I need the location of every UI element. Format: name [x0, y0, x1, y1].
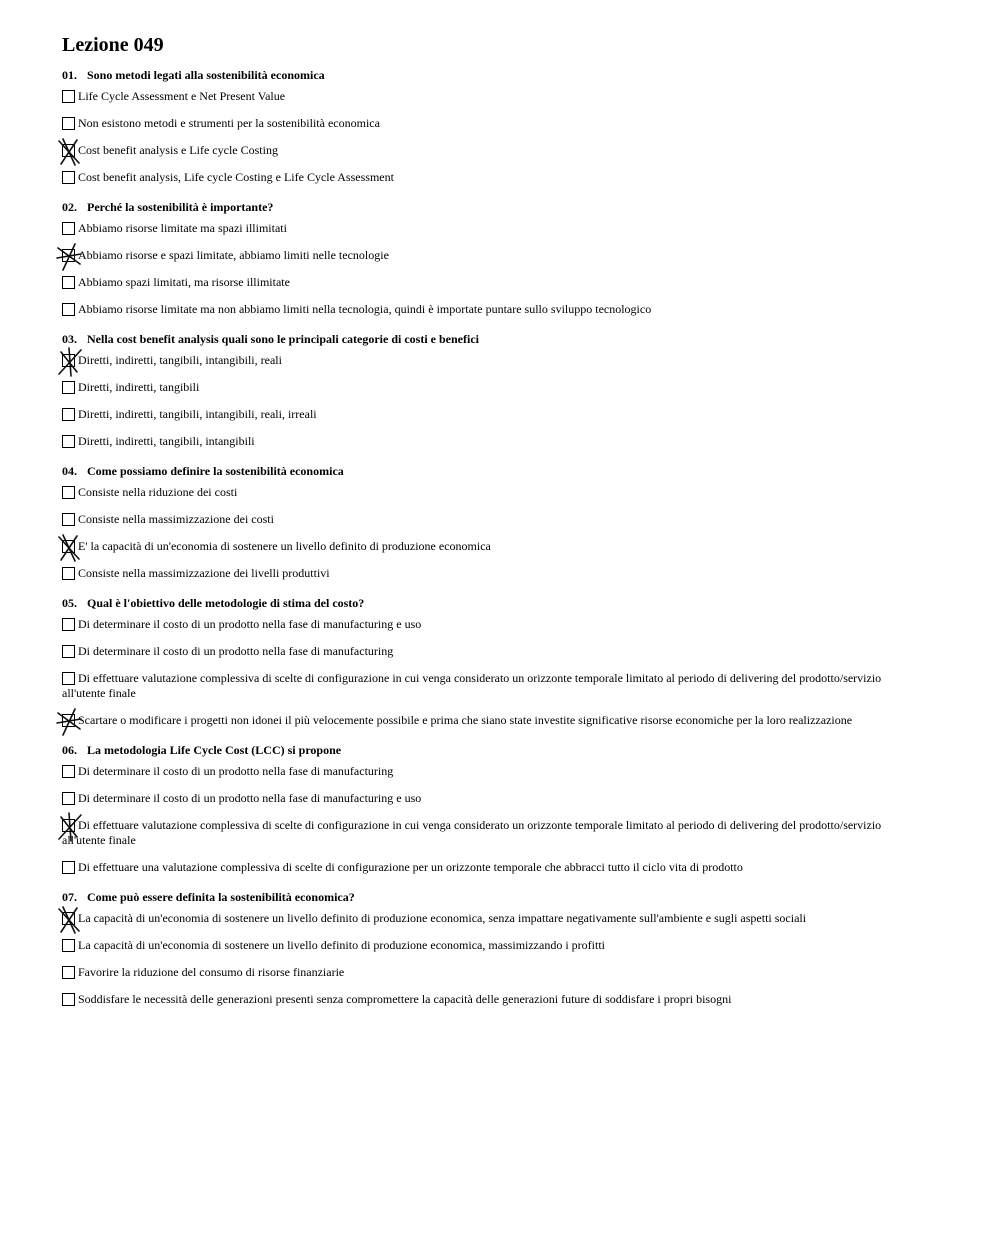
question-block	[62, 595, 922, 728]
checkbox[interactable]	[62, 90, 75, 103]
answer-text: Abbiamo risorse limitate ma spazi illimitati	[78, 221, 287, 235]
answer-option[interactable]	[62, 353, 922, 368]
answer-text: Cost benefit analysis, Life cycle Costing e Life Cycle Assessment	[78, 170, 394, 184]
answer-option[interactable]	[62, 938, 922, 953]
answer-option[interactable]	[62, 275, 922, 290]
answer-option[interactable]	[62, 407, 922, 422]
question-number: 04.	[62, 464, 77, 478]
question-block	[62, 67, 922, 185]
answer-text: Di determinare il costo di un prodotto nella fase di manufacturing e uso	[78, 617, 422, 631]
question-block	[62, 463, 922, 581]
answer-option[interactable]	[62, 617, 922, 632]
checkbox[interactable]	[62, 486, 75, 499]
answer-option[interactable]	[62, 818, 922, 848]
checkbox-checked[interactable]	[62, 249, 75, 262]
checkbox[interactable]	[62, 792, 75, 805]
answer-option[interactable]	[62, 860, 922, 875]
checkbox[interactable]	[62, 618, 75, 631]
answer-option[interactable]	[62, 965, 922, 980]
answer-option[interactable]	[62, 248, 922, 263]
answer-text: Abbiamo risorse e spazi limitate, abbiamo limiti nelle tecnologie	[78, 248, 389, 262]
answer-text: Consiste nella massimizzazione dei livelli produttivi	[78, 566, 330, 580]
answer-text: Soddisfare le necessità delle generazioni presenti senza compromettere la capacità delle generazioni future di soddisfare i propri bisogni	[78, 992, 732, 1006]
question-heading	[62, 595, 922, 611]
answer-option[interactable]	[62, 566, 922, 581]
checkbox[interactable]	[62, 672, 75, 685]
answer-option[interactable]	[62, 791, 922, 806]
answer-option[interactable]	[62, 89, 922, 104]
question-heading	[62, 889, 922, 905]
question-heading	[62, 463, 922, 479]
question-heading	[62, 742, 922, 758]
page-title: Lezione 049	[62, 34, 164, 56]
answer-text: Diretti, indiretti, tangibili, intangibili	[78, 434, 255, 448]
answer-option[interactable]	[62, 434, 922, 449]
checkbox[interactable]	[62, 966, 75, 979]
checkbox[interactable]	[62, 861, 75, 874]
answer-option[interactable]	[62, 485, 922, 500]
question-heading	[62, 199, 922, 215]
answer-text: Non esistono metodi e strumenti per la sostenibilità economica	[78, 116, 380, 130]
answer-text: Diretti, indiretti, tangibili, intangibili, reali, irreali	[78, 407, 317, 421]
question-block	[62, 889, 922, 1007]
quiz-document	[62, 33, 922, 1021]
question-number: 02.	[62, 200, 77, 214]
answer-text: E' la capacità di un'economia di sostenere un livello definito di produzione economica	[78, 539, 491, 553]
question-number: 06.	[62, 743, 77, 757]
question-text: La metodologia Life Cycle Cost (LCC) si propone	[87, 743, 342, 757]
answer-text: La capacità di un'economia di sostenere un livello definito di produzione economica, massimizzando i profitti	[78, 938, 605, 952]
answer-option[interactable]	[62, 302, 922, 317]
question-number: 07.	[62, 890, 77, 904]
answer-text: Di determinare il costo di un prodotto nella fase di manufacturing	[78, 764, 394, 778]
checkbox[interactable]	[62, 381, 75, 394]
answer-text: Abbiamo spazi limitati, ma risorse illimitate	[78, 275, 290, 289]
answer-option[interactable]	[62, 764, 922, 779]
checkbox-checked[interactable]	[62, 144, 75, 157]
question-number: 01.	[62, 68, 77, 82]
answer-text: Consiste nella riduzione dei costi	[78, 485, 238, 499]
question-text: Come può essere definita la sostenibilità economica?	[87, 890, 355, 904]
checkbox[interactable]	[62, 435, 75, 448]
checkbox[interactable]	[62, 645, 75, 658]
answer-text: Di effettuare valutazione complessiva di scelte di configurazione in cui venga considerato un orizzonte temporale limitato al periodo di delivering del prodotto/servizio all'utente finale	[62, 671, 882, 700]
answer-option[interactable]	[62, 221, 922, 236]
question-text: Sono metodi legati alla sostenibilità economica	[87, 68, 325, 82]
checkbox[interactable]	[62, 303, 75, 316]
answer-text: La capacità di un'economia di sostenere un livello definito di produzione economica, senza impattare negativamente sull'ambiente e sugli aspetti sociali	[78, 911, 807, 925]
answer-text: Abbiamo risorse limitate ma non abbiamo limiti nella tecnologia, quindi è importate puntare sullo sviluppo tecnologico	[78, 302, 652, 316]
checkbox[interactable]	[62, 567, 75, 580]
answer-text: Di effettuare una valutazione complessiva di scelte di configurazione per un orizzonte temporale che abbracci tutto il ciclo vita di prodotto	[78, 860, 743, 874]
checkbox-checked[interactable]	[62, 540, 75, 553]
question-list	[62, 67, 922, 1007]
checkbox-checked[interactable]	[62, 912, 75, 925]
question-number: 05.	[62, 596, 77, 610]
answer-text: Cost benefit analysis e Life cycle Costing	[78, 143, 278, 157]
checkbox[interactable]	[62, 276, 75, 289]
question-text: Come possiamo definire la sostenibilità economica	[87, 464, 344, 478]
answer-option[interactable]	[62, 671, 922, 701]
answer-text: Di determinare il costo di un prodotto nella fase di manufacturing e uso	[78, 791, 422, 805]
question-text: Nella cost benefit analysis quali sono le principali categorie di costi e benefici	[87, 332, 479, 346]
answer-option[interactable]	[62, 143, 922, 158]
checkbox[interactable]	[62, 513, 75, 526]
question-block	[62, 199, 922, 317]
answer-option[interactable]	[62, 911, 922, 926]
answer-text: Di effettuare valutazione complessiva di scelte di configurazione in cui venga considerato un orizzonte temporale limitato al periodo di delivering del prodotto/servizio all'utente finale	[62, 818, 882, 847]
answer-text: Diretti, indiretti, tangibili, intangibili, reali	[78, 353, 282, 367]
answer-option[interactable]	[62, 644, 922, 659]
checkbox[interactable]	[62, 765, 75, 778]
question-text: Perché la sostenibilità è importante?	[87, 200, 274, 214]
answer-text: Di determinare il costo di un prodotto nella fase di manufacturing	[78, 644, 394, 658]
checkbox[interactable]	[62, 939, 75, 952]
answer-option[interactable]	[62, 539, 922, 554]
question-block	[62, 331, 922, 449]
checkbox[interactable]	[62, 222, 75, 235]
answer-text: Diretti, indiretti, tangibili	[78, 380, 200, 394]
answer-option[interactable]	[62, 116, 922, 131]
question-block	[62, 742, 922, 875]
checkbox[interactable]	[62, 171, 75, 184]
answer-option[interactable]	[62, 380, 922, 395]
answer-option[interactable]	[62, 170, 922, 185]
checkbox[interactable]	[62, 993, 75, 1006]
answer-option[interactable]	[62, 512, 922, 527]
question-text: Qual è l'obiettivo delle metodologie di stima del costo?	[87, 596, 365, 610]
answer-text: Scartare o modificare i progetti non idonei il più velocemente possibile e prima che siano state investite significative risorse economiche per la loro realizzazione	[78, 713, 853, 727]
answer-option[interactable]	[62, 713, 922, 728]
answer-text: Life Cycle Assessment e Net Present Value	[78, 89, 286, 103]
checkbox[interactable]	[62, 408, 75, 421]
answer-option[interactable]	[62, 992, 922, 1007]
answer-text: Consiste nella massimizzazione dei costi	[78, 512, 274, 526]
checkbox-checked[interactable]	[62, 819, 75, 832]
checkbox[interactable]	[62, 117, 75, 130]
checkbox-checked[interactable]	[62, 714, 75, 727]
question-number: 03.	[62, 332, 77, 346]
checkbox-checked[interactable]	[62, 354, 75, 367]
answer-text: Favorire la riduzione del consumo di risorse finanziarie	[78, 965, 345, 979]
question-heading	[62, 331, 922, 347]
question-heading	[62, 67, 922, 83]
